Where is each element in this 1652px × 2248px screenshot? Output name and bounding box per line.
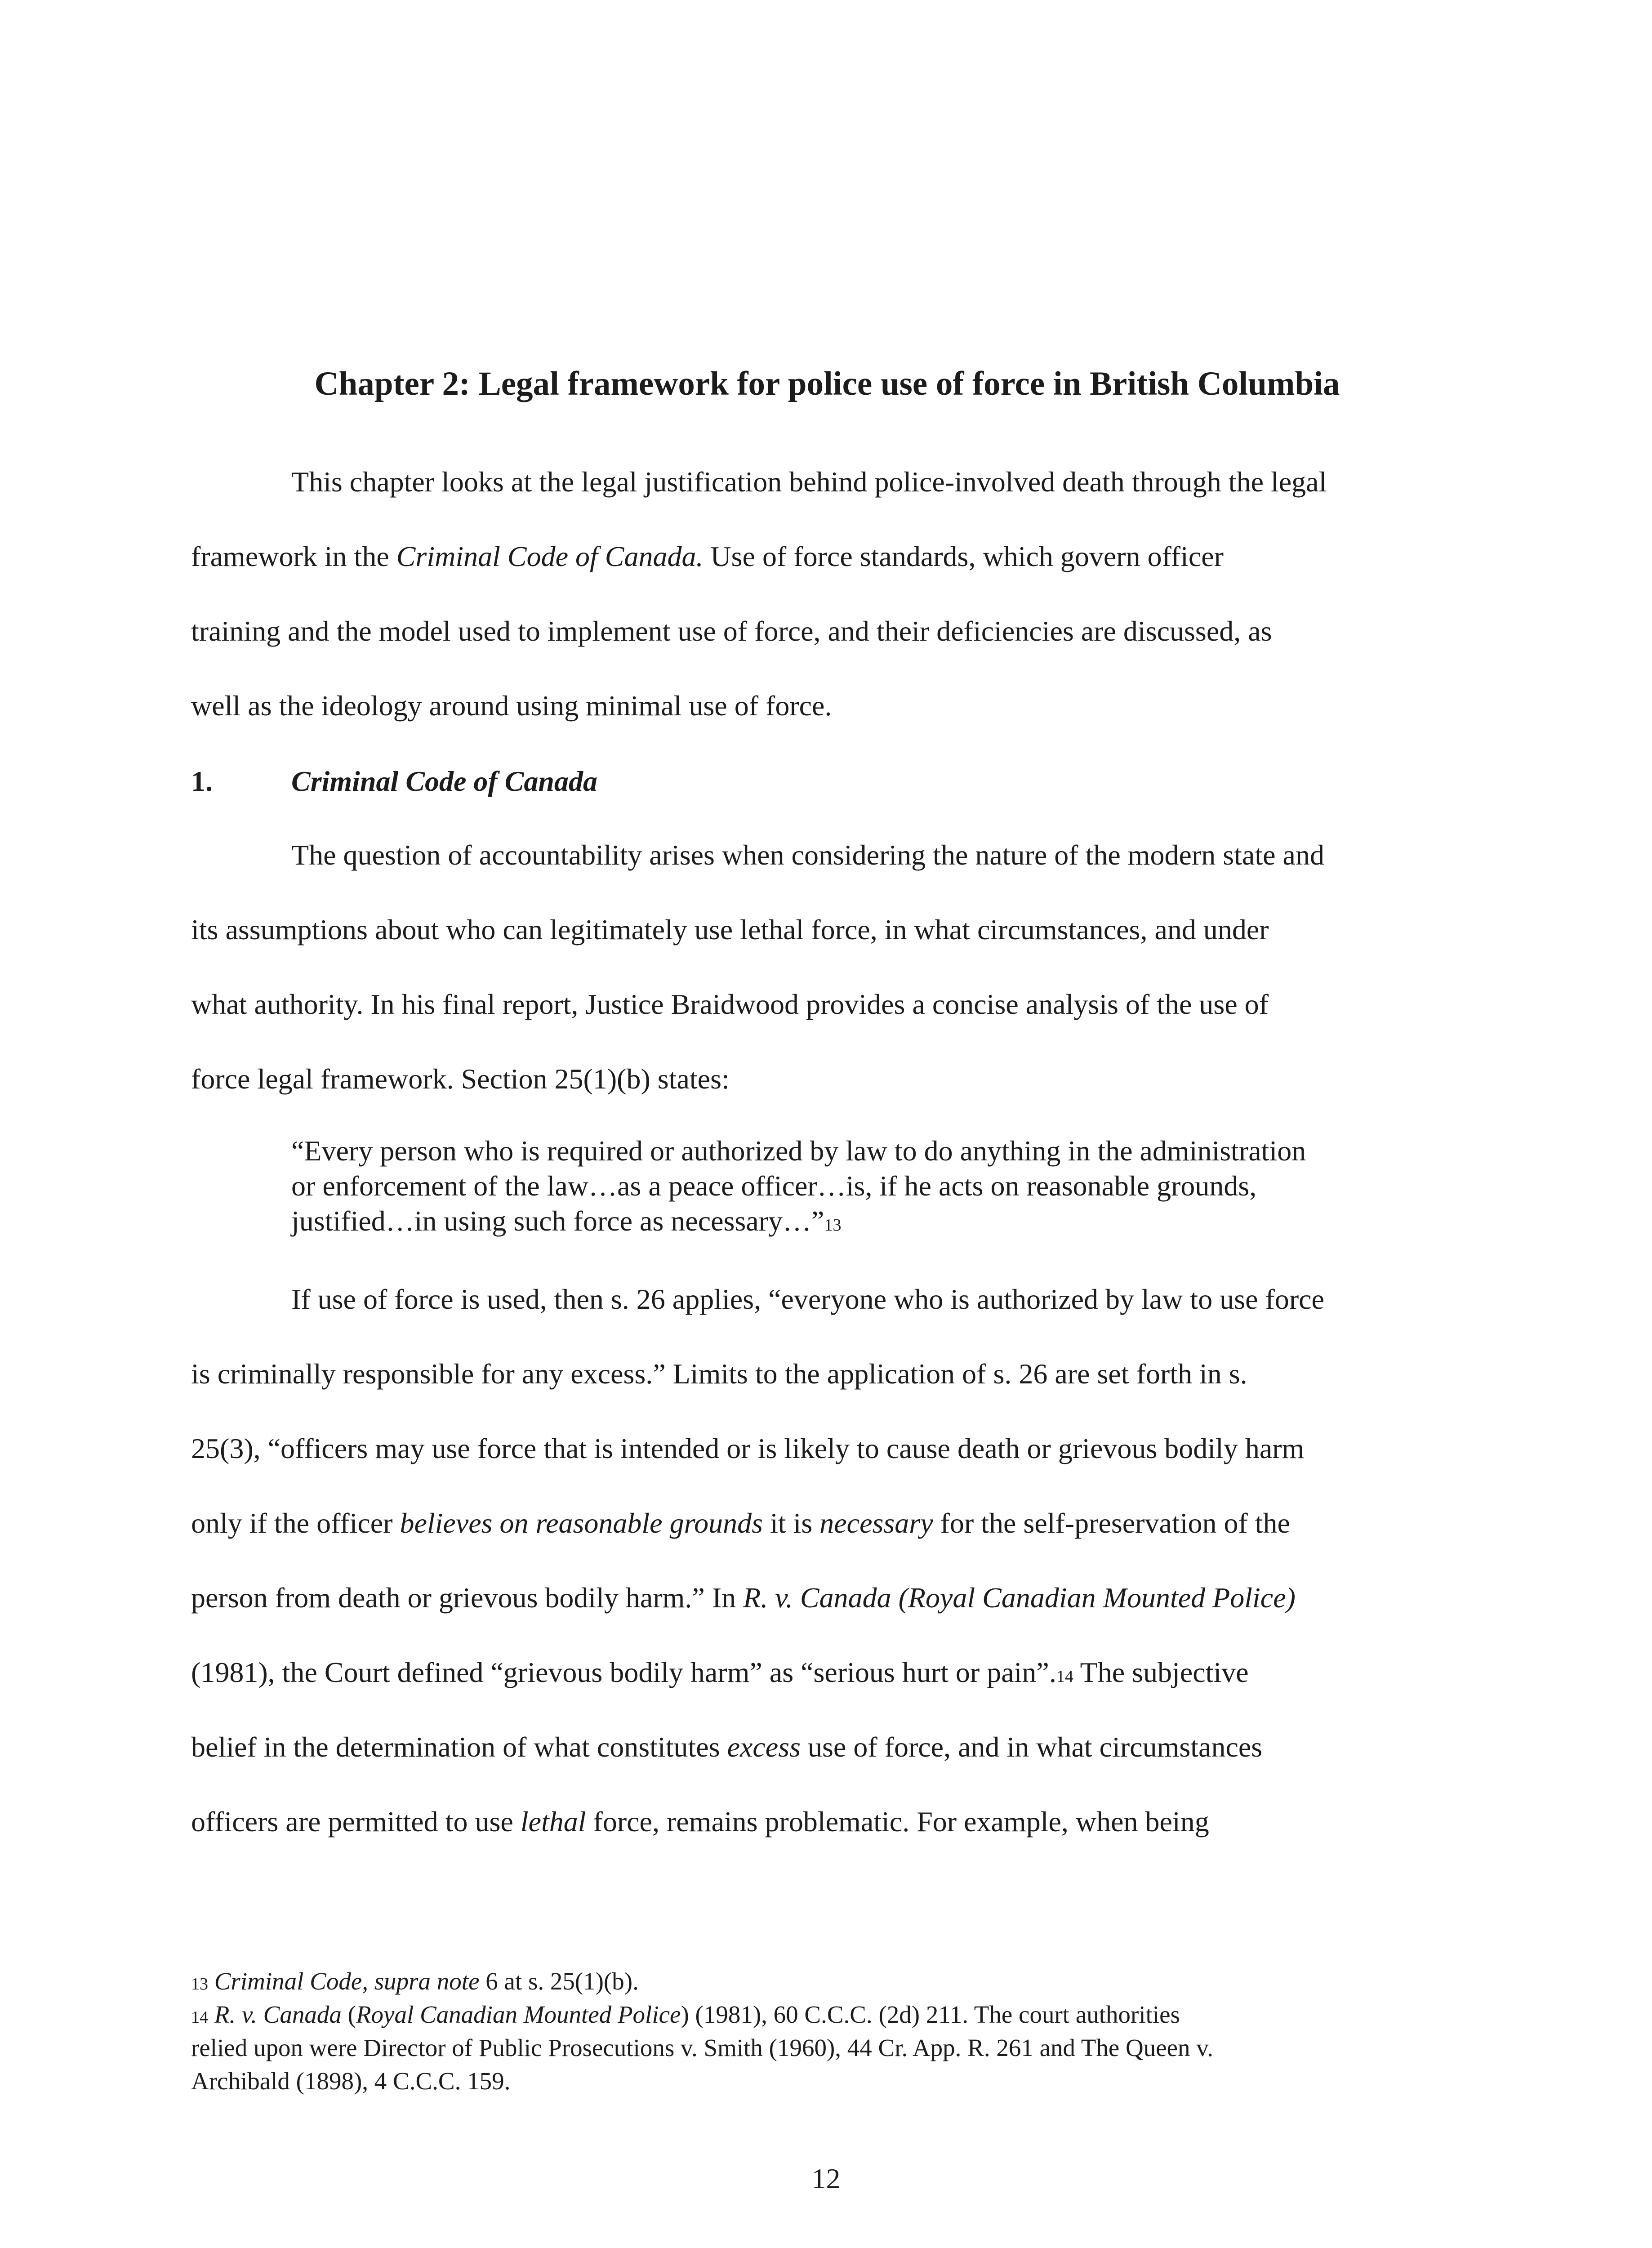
- para3-line-2: is criminally responsible for any excess.” Limits to the application of s. 26 are set forth in s.: [191, 1358, 1247, 1390]
- para2-line-2: its assumptions about who can legitimately use lethal force, in what circumstances, and under: [191, 914, 1269, 946]
- para2-line-4: force legal framework. Section 25(1)(b) states:: [191, 1063, 730, 1095]
- footnote-14-line-2: relied upon were Director of Public Prosecutions v. Smith (1960), 44 Cr. App. R. 261 and The Queen v.: [191, 2034, 1213, 2061]
- case-citation: R. v. Canada (Royal Canadian Mounted Police): [743, 1582, 1296, 1614]
- intro-line-4: well as the ideology around using minimal use of force.: [191, 690, 832, 722]
- para3-line-7: belief in the determination of what constitutes excess use of force, and in what circumstances: [191, 1731, 1263, 1763]
- para2-line-1: The question of accountability arises when considering the nature of the modern state and: [291, 839, 1324, 871]
- footnote-14-line-3: Archibald (1898), 4 C.C.C. 159.: [191, 2067, 511, 2095]
- footnote-marker-13: 13: [824, 1216, 842, 1235]
- para3-line-3: 25(3), “officers may use force that is intended or is likely to cause death or grievous bodily harm: [191, 1432, 1305, 1464]
- chapter-title: Chapter 2: Legal framework for police use of force in British Columbia: [314, 365, 1340, 402]
- para3-line-1: If use of force is used, then s. 26 applies, “everyone who is authorized by law to use force: [291, 1283, 1324, 1315]
- para3-line-8: officers are permitted to use lethal force, remains problematic. For example, when being: [191, 1806, 1209, 1838]
- para3-line-4: only if the officer believes on reasonable grounds it is necessary for the self-preservation of the: [191, 1507, 1290, 1539]
- intro-line-2: framework in the Criminal Code of Canada. Use of force standards, which govern officer: [191, 540, 1224, 572]
- para3-line-6: (1981), the Court defined “grievous bodily harm” as “serious hurt or pain”.14 The subjective: [191, 1656, 1249, 1688]
- intro-line-1: This chapter looks at the legal justification behind police-involved death through the legal: [291, 466, 1327, 498]
- quote-line-1: “Every person who is required or authorized by law to do anything in the administration: [291, 1135, 1306, 1167]
- para2-line-3: what authority. In his final report, Justice Braidwood provides a concise analysis of the use of: [191, 988, 1269, 1020]
- footnote-13: 13 Criminal Code, supra note 6 at s. 25(1)(b).: [191, 1967, 639, 1995]
- section-heading: [191, 763, 597, 799]
- intro-line-3: training and the model used to implement use of force, and their deficiencies are discussed, as: [191, 615, 1272, 647]
- criminal-code-reference: Criminal Code of Canada.: [396, 540, 704, 572]
- section-title: Criminal Code of Canada: [291, 765, 597, 797]
- page-number: 12: [811, 2163, 841, 2194]
- quote-line-3: justified…in using such force as necessary…”13: [291, 1205, 842, 1237]
- section-number: 1.: [191, 765, 213, 797]
- footnote-14: 14 R. v. Canada (Royal Canadian Mounted Police) (1981), 60 C.C.C. (2d) 211. The court authorities: [191, 2001, 1180, 2028]
- footnote-marker-14: 14: [1056, 1667, 1073, 1686]
- para3-line-5: person from death or grievous bodily harm.” In R. v. Canada (Royal Canadian Mounted Police): [191, 1582, 1296, 1614]
- quote-line-2: or enforcement of the law…as a peace officer…is, if he acts on reasonable grounds,: [291, 1170, 1257, 1202]
